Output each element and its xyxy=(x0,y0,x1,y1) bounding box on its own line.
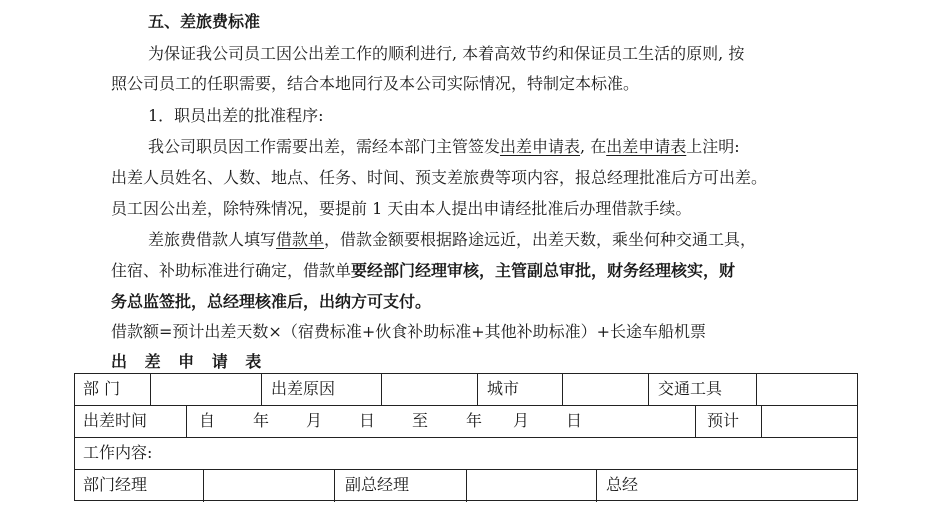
paragraph-2-line-3: 务总监签批，总经理核准后，出纳方可支付。 xyxy=(111,292,432,311)
application-form-link-2: 出差申请表 xyxy=(606,137,687,156)
time-label: 出差时间 xyxy=(83,411,148,430)
reason-label: 出差原因 xyxy=(271,379,336,398)
day-label-1: 日 xyxy=(359,411,376,430)
p2-text-a: 差旅费借款人填写 xyxy=(148,230,277,249)
transport-label: 交通工具 xyxy=(658,379,723,398)
item-1-heading: 1．职员出差的批准程序: xyxy=(148,106,324,125)
p2-line2-text-b: 要经部门经理审核，主管副总审批，财务经理核实，财 xyxy=(351,261,736,280)
form-row-3 xyxy=(75,438,857,470)
p2-line2-text-a: 住宿、补助标准进行确定，借款单 xyxy=(111,261,352,280)
p1-text-b: , 在 xyxy=(580,137,607,156)
city-label: 城市 xyxy=(487,379,520,398)
month-label-2: 月 xyxy=(513,411,530,430)
p2-text-b: ，借款金额要根据路途远近，出差天数，乘坐何种交通工具， xyxy=(324,230,757,249)
intro-line-2: 照公司员工的任职需要，结合本地同行及本公司实际情况，特制定本标准。 xyxy=(111,74,640,93)
to-label: 至 xyxy=(412,411,429,430)
paragraph-1-line-3: 员工因公出差，除特殊情况，要提前 1 天由本人提出申请经批准后办理借款手续。 xyxy=(111,199,692,218)
estimate-label: 预计 xyxy=(707,411,740,430)
application-form-link-1: 出差申请表 xyxy=(500,137,581,156)
application-form-table xyxy=(74,373,858,501)
dept-manager-label: 部门经理 xyxy=(83,475,148,494)
year-label-1: 年 xyxy=(253,411,270,430)
form-row-1 xyxy=(75,374,857,406)
form-title: 出 差 申 请 表 xyxy=(111,352,268,371)
paragraph-1-line-2: 出差人员姓名、人数、地点、任务、时间、预支差旅费等项内容，报总经理批准后方可出差。 xyxy=(111,168,768,187)
day-label-2: 日 xyxy=(566,411,583,430)
loan-formula: 借款额=预计出差天数×（宿费标准+伙食补助标准+其他补助标准）+长途车船机票 xyxy=(111,322,707,341)
loan-form-link: 借款单 xyxy=(276,230,325,249)
form-row-2 xyxy=(75,406,857,438)
paragraph-2-line-2 xyxy=(111,261,735,281)
section-heading: 五、差旅费标准 xyxy=(148,12,261,31)
gm-label: 总经 xyxy=(606,475,639,494)
p1-text-c: 上注明: xyxy=(686,137,740,156)
intro-line-1: 为保证我公司员工因公出差工作的顺利进行, 本着高效节约和保证员工生活的原则, 按 xyxy=(148,44,745,63)
form-row-4 xyxy=(75,470,857,502)
vp-label: 副总经理 xyxy=(345,475,410,494)
paragraph-2-line-1 xyxy=(148,230,756,250)
month-label-1: 月 xyxy=(306,411,323,430)
year-label-2: 年 xyxy=(466,411,483,430)
from-label: 自 xyxy=(199,411,216,430)
dept-label: 部 门 xyxy=(83,379,121,398)
p1-text-a: 我公司职员因工作需要出差，需经本部门主管签发 xyxy=(148,137,501,156)
work-content-label: 工作内容: xyxy=(83,443,153,462)
paragraph-1-line-1 xyxy=(148,137,740,157)
